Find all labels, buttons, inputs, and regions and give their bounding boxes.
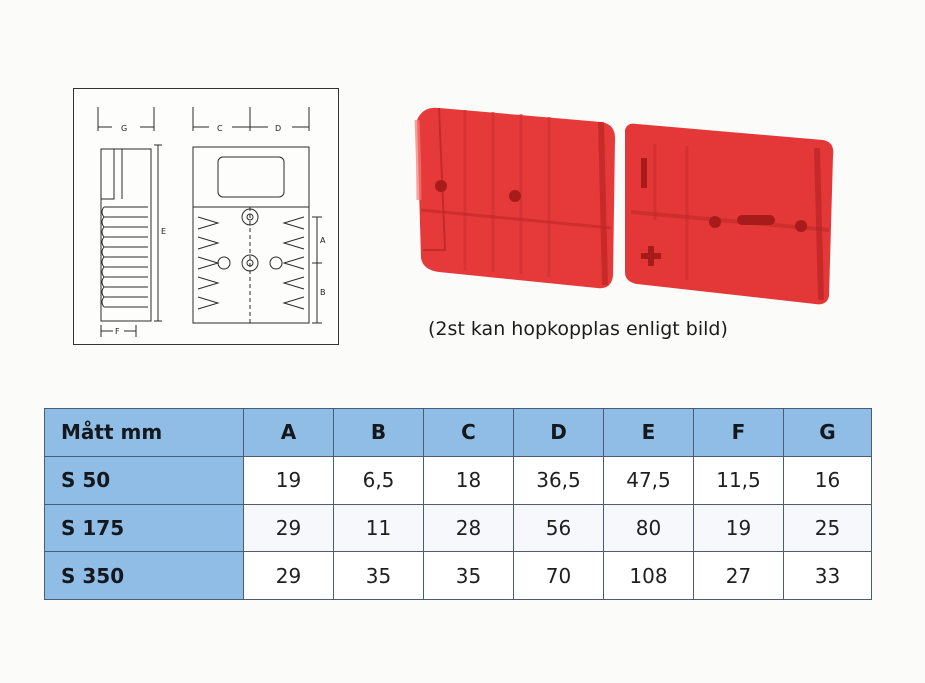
column-header: G [784, 409, 872, 457]
column-header: F [694, 409, 784, 457]
photo-caption: (2st kan hopkopplas enligt bild) [428, 318, 728, 340]
row-label: S 175 [45, 504, 244, 552]
table-cell: 19 [694, 504, 784, 552]
dim-label-e: E [161, 227, 167, 236]
table-cell: 70 [514, 552, 604, 600]
dim-label-c: C [217, 124, 223, 133]
dim-label-g: G [121, 124, 128, 133]
table-cell: 80 [604, 504, 694, 552]
table-cell: 11,5 [694, 456, 784, 504]
table-corner-label: Mått mm [45, 409, 244, 457]
table-row [45, 504, 872, 552]
connector-right [625, 124, 833, 305]
dimension-labels [115, 124, 326, 336]
table-cell: 16 [784, 456, 872, 504]
table-row [45, 456, 872, 504]
table-cell: 29 [244, 504, 334, 552]
table-cell: 29 [244, 552, 334, 600]
column-header: C [424, 409, 514, 457]
dim-label-a: A [320, 236, 326, 245]
table-cell: 33 [784, 552, 872, 600]
column-header: E [604, 409, 694, 457]
column-header: A [244, 409, 334, 457]
row-label: S 350 [45, 552, 244, 600]
connector-illustration [405, 100, 845, 310]
connector-left [417, 108, 615, 289]
table-cell: 35 [424, 552, 514, 600]
technical-drawing [73, 88, 339, 345]
table-cell: 28 [424, 504, 514, 552]
table-cell: 47,5 [604, 456, 694, 504]
table-cell: 25 [784, 504, 872, 552]
dimensions-table [44, 408, 872, 600]
column-header: D [514, 409, 604, 457]
table-cell: 108 [604, 552, 694, 600]
table-header-row [45, 409, 872, 457]
column-header: B [334, 409, 424, 457]
dim-label-d: D [275, 124, 282, 133]
table-cell: 56 [514, 504, 604, 552]
table-cell: 6,5 [334, 456, 424, 504]
table-cell: 27 [694, 552, 784, 600]
dim-label-f: F [115, 327, 120, 336]
table-cell: 35 [334, 552, 424, 600]
table-cell: 36,5 [514, 456, 604, 504]
row-label: S 50 [45, 456, 244, 504]
dim-label-b: B [320, 288, 326, 297]
connector-photo [405, 100, 845, 310]
table-cell: 11 [334, 504, 424, 552]
table-cell: 19 [244, 456, 334, 504]
dimension-drawing [74, 89, 340, 346]
table-cell: 18 [424, 456, 514, 504]
table-row [45, 552, 872, 600]
